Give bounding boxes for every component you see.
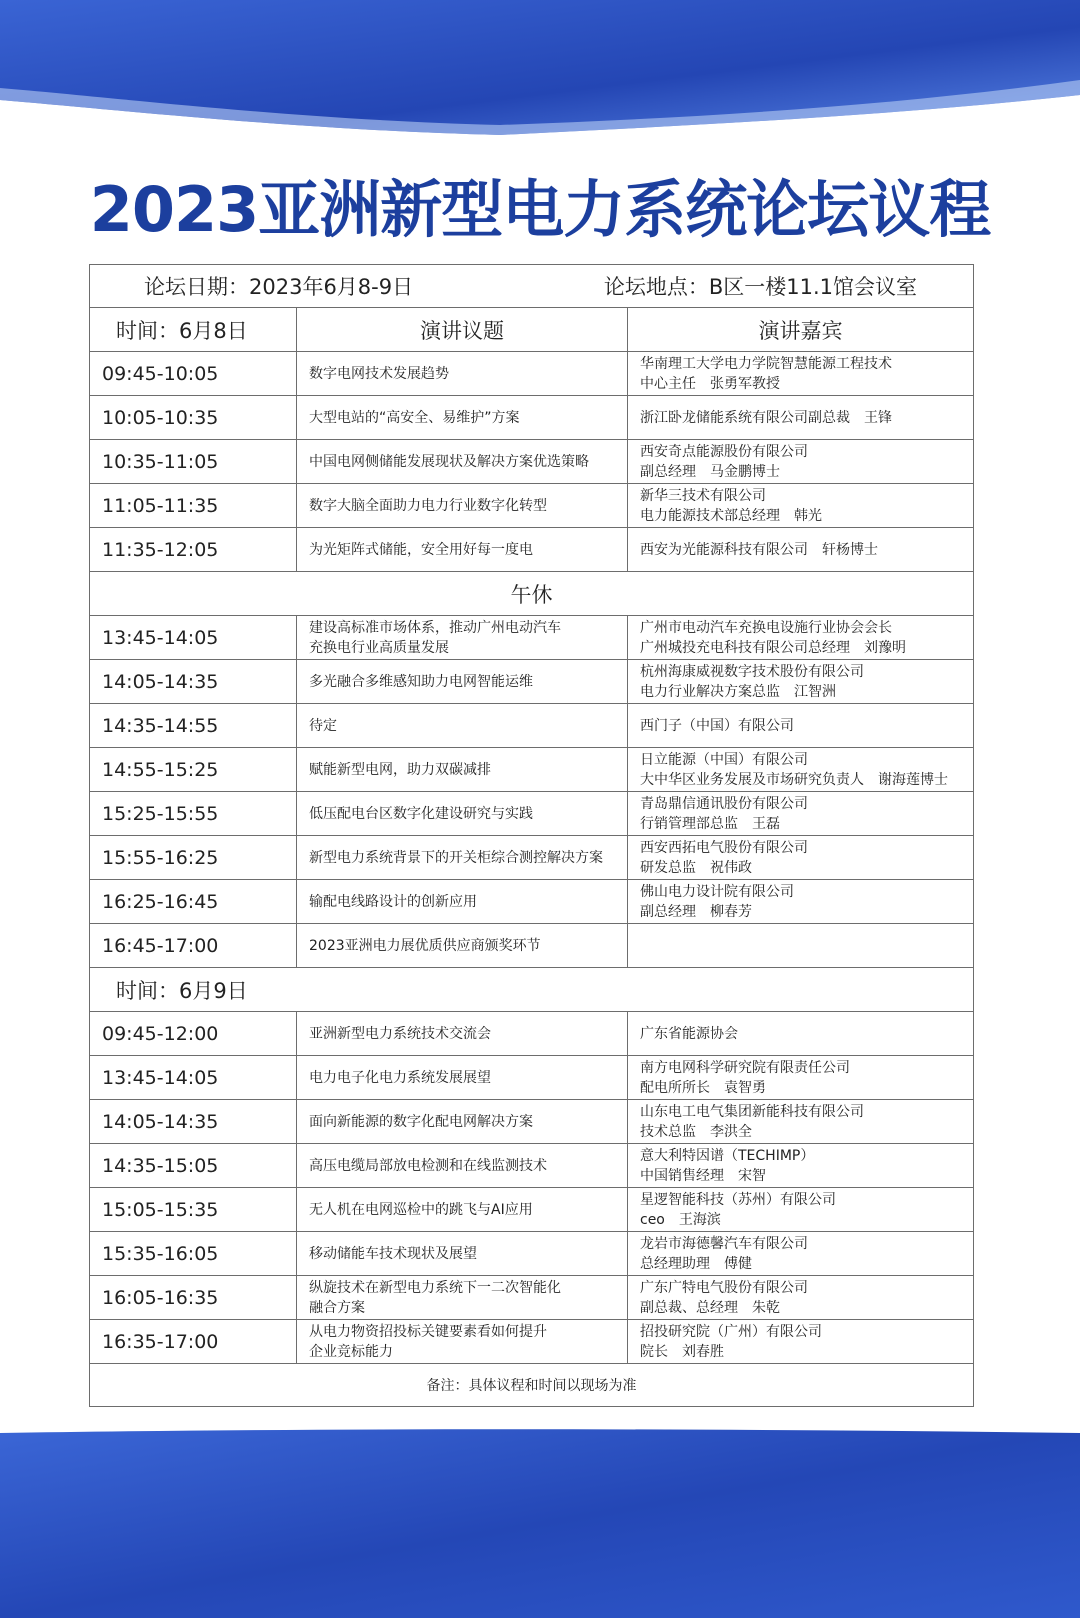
topic-line: 输配电线路设计的创新应用 (309, 893, 477, 910)
topic-line: 无人机在电网巡检中的跳飞与AI应用 (309, 1201, 533, 1218)
speaker-line: 广东广特电气股份有限公司 (640, 1279, 808, 1296)
session-speaker (628, 924, 974, 968)
session-speaker (628, 396, 974, 440)
session-time: 13:45-14:05 (90, 1056, 297, 1100)
speaker-line: 南方电网科学研究院有限责任公司 (640, 1059, 850, 1076)
speaker-line: 院长 刘春胜 (640, 1343, 724, 1360)
speaker-line: 西安西拓电气股份有限公司 (640, 839, 808, 856)
session-time: 14:55-15:25 (90, 748, 297, 792)
session-time: 11:05-11:35 (90, 484, 297, 528)
session-topic (297, 748, 628, 792)
session-speaker (628, 704, 974, 748)
agenda-row (90, 660, 974, 704)
speaker-line: 副总经理 马金鹏博士 (640, 463, 780, 480)
speaker-line: 配电所所长 袁智勇 (640, 1079, 766, 1096)
session-speaker (628, 792, 974, 836)
agenda-row (90, 616, 974, 660)
speaker-line: 西门子（中国）有限公司 (640, 717, 794, 734)
session-speaker (628, 1276, 974, 1320)
topic-line: 新型电力系统背景下的开关柜综合测控解决方案 (309, 849, 603, 866)
session-time: 14:35-15:05 (90, 1144, 297, 1188)
speaker-line: 龙岩市海德馨汽车有限公司 (640, 1235, 808, 1252)
speaker-line: 电力能源技术部总经理 韩光 (640, 507, 822, 524)
agenda-row (90, 528, 974, 572)
session-speaker (628, 1232, 974, 1276)
speaker-line: 中心主任 张勇军教授 (640, 375, 780, 392)
day2-header: 时间：6月9日 (90, 968, 974, 1012)
topic-line: 高压电缆局部放电检测和在线监测技术 (309, 1157, 547, 1174)
session-speaker (628, 1320, 974, 1364)
note-text: 备注：具体议程和时间以现场为准 (90, 1364, 974, 1407)
speaker-line: ceo 王海滨 (640, 1211, 721, 1228)
topic-line: 2023亚洲电力展优质供应商颁奖环节 (309, 937, 541, 954)
session-topic (297, 704, 628, 748)
topic-line: 从电力物资招投标关键要素看如何提升 (309, 1323, 547, 1340)
session-speaker (628, 660, 974, 704)
session-speaker (628, 1012, 974, 1056)
session-topic (297, 1276, 628, 1320)
agenda-table (89, 264, 974, 1407)
session-speaker (628, 352, 974, 396)
info-row (90, 265, 974, 308)
session-speaker (628, 836, 974, 880)
topic-line: 融合方案 (309, 1299, 365, 1316)
header-time: 时间：6月8日 (90, 308, 297, 352)
topic-line: 亚洲新型电力系统技术交流会 (309, 1025, 491, 1042)
topic-line: 大型电站的“高安全、易维护”方案 (309, 409, 520, 426)
note-row (90, 1364, 974, 1407)
agenda-row (90, 1320, 974, 1364)
session-time: 11:35-12:05 (90, 528, 297, 572)
session-time: 14:35-14:55 (90, 704, 297, 748)
topic-line: 建设高标准市场体系，推动广州电动汽车 (309, 619, 561, 636)
agenda-row (90, 1232, 974, 1276)
session-topic (297, 616, 628, 660)
session-topic (297, 792, 628, 836)
session-time: 10:05-10:35 (90, 396, 297, 440)
agenda-row (90, 836, 974, 880)
session-speaker (628, 748, 974, 792)
speaker-line: 大中华区业务发展及市场研究负责人 谢海莲博士 (640, 771, 948, 788)
session-speaker (628, 484, 974, 528)
speaker-line: 新华三技术有限公司 (640, 487, 766, 504)
speaker-line: 广州市电动汽车充换电设施行业协会会长 (640, 619, 892, 636)
session-topic (297, 1056, 628, 1100)
speaker-line: 杭州海康威视数字技术股份有限公司 (640, 663, 864, 680)
agenda-row (90, 748, 974, 792)
speaker-line: 山东电工电气集团新能科技有限公司 (640, 1103, 864, 1120)
session-topic (297, 484, 628, 528)
header-speaker: 演讲嘉宾 (628, 308, 974, 352)
speaker-line: 华南理工大学电力学院智慧能源工程技术 (640, 355, 892, 372)
session-topic (297, 880, 628, 924)
topic-line: 数字电网技术发展趋势 (309, 365, 449, 382)
topic-line: 低压配电台区数字化建设研究与实践 (309, 805, 533, 822)
agenda-row (90, 1276, 974, 1320)
session-time: 14:05-14:35 (90, 660, 297, 704)
day2-header-row (90, 968, 974, 1012)
session-time: 16:05-16:35 (90, 1276, 297, 1320)
session-topic (297, 1144, 628, 1188)
topic-line: 面向新能源的数字化配电网解决方案 (309, 1113, 533, 1130)
speaker-line: 招投研究院（广州）有限公司 (640, 1323, 822, 1340)
session-time: 16:35-17:00 (90, 1320, 297, 1364)
agenda-row (90, 396, 974, 440)
agenda-row (90, 1012, 974, 1056)
top-wave-band (0, 0, 1080, 140)
topic-line: 充换电行业高质量发展 (309, 639, 449, 656)
header-row (90, 308, 974, 352)
session-topic (297, 528, 628, 572)
agenda-row (90, 1188, 974, 1232)
page-title: 2023亚洲新型电力系统论坛议程 (89, 173, 991, 246)
speaker-line: 意大利特因谱（TECHIMP） (640, 1147, 815, 1164)
session-speaker (628, 1056, 974, 1100)
speaker-line: 电力行业解决方案总监 江智洲 (640, 683, 836, 700)
speaker-line: 日立能源（中国）有限公司 (640, 751, 808, 768)
speaker-line: 广东省能源协会 (640, 1025, 738, 1042)
session-topic (297, 440, 628, 484)
speaker-line: 西安为光能源科技有限公司 轩杨博士 (640, 541, 878, 558)
agenda-row (90, 704, 974, 748)
agenda-row (90, 1144, 974, 1188)
agenda-row (90, 792, 974, 836)
session-speaker (628, 1144, 974, 1188)
speaker-line: 浙江卧龙储能系统有限公司副总裁 王锋 (640, 409, 892, 426)
session-time: 15:55-16:25 (90, 836, 297, 880)
speaker-line: 青岛鼎信通讯股份有限公司 (640, 795, 808, 812)
session-time: 10:35-11:05 (90, 440, 297, 484)
session-time: 09:45-10:05 (90, 352, 297, 396)
agenda-row (90, 484, 974, 528)
speaker-line: 行销管理部总监 王磊 (640, 815, 780, 832)
speaker-line: 技术总监 李洪全 (640, 1123, 752, 1140)
session-topic (297, 1100, 628, 1144)
session-topic (297, 836, 628, 880)
bottom-wave-band (0, 1428, 1080, 1618)
session-topic (297, 1320, 628, 1364)
session-speaker (628, 1188, 974, 1232)
session-speaker (628, 528, 974, 572)
topic-line: 中国电网侧储能发展现状及解决方案优选策略 (309, 453, 589, 470)
speaker-line: 佛山电力设计院有限公司 (640, 883, 794, 900)
agenda-row (90, 352, 974, 396)
forum-location: 论坛地点：B区一楼11.1馆会议室 (603, 275, 917, 299)
session-topic (297, 1188, 628, 1232)
session-topic (297, 1012, 628, 1056)
session-topic (297, 1232, 628, 1276)
topic-line: 数字大脑全面助力电力行业数字化转型 (309, 497, 547, 514)
speaker-line: 星逻智能科技（苏州）有限公司 (640, 1191, 836, 1208)
speaker-line: 副总经理 柳春芳 (640, 903, 752, 920)
speaker-line: 副总裁、总经理 朱乾 (640, 1299, 780, 1316)
topic-line: 为光矩阵式储能，安全用好每一度电 (309, 541, 533, 558)
session-time: 15:35-16:05 (90, 1232, 297, 1276)
session-time: 15:25-15:55 (90, 792, 297, 836)
agenda-row (90, 880, 974, 924)
lunch-label: 午休 (90, 572, 974, 616)
forum-date: 论坛日期：2023年6月8-9日 (144, 275, 414, 299)
speaker-line: 研发总监 祝伟政 (640, 859, 752, 876)
topic-line: 移动储能车技术现状及展望 (309, 1245, 477, 1262)
session-speaker (628, 880, 974, 924)
session-time: 16:45-17:00 (90, 924, 297, 968)
session-topic (297, 352, 628, 396)
session-time: 13:45-14:05 (90, 616, 297, 660)
agenda-row (90, 924, 974, 968)
topic-line: 待定 (309, 717, 337, 734)
speaker-line: 总经理助理 傅健 (640, 1255, 752, 1272)
session-time: 15:05-15:35 (90, 1188, 297, 1232)
agenda-row (90, 1056, 974, 1100)
session-topic (297, 396, 628, 440)
session-topic (297, 660, 628, 704)
session-speaker (628, 440, 974, 484)
topic-line: 多光融合多维感知助力电网智能运维 (309, 673, 533, 690)
topic-line: 赋能新型电网，助力双碳减排 (309, 761, 491, 778)
speaker-line: 西安奇点能源股份有限公司 (640, 443, 808, 460)
session-time: 16:25-16:45 (90, 880, 297, 924)
topic-line: 纵旋技术在新型电力系统下一二次智能化 (309, 1279, 561, 1296)
lunch-row (90, 572, 974, 616)
topic-line: 企业竞标能力 (309, 1343, 393, 1360)
session-speaker (628, 616, 974, 660)
topic-line: 电力电子化电力系统发展展望 (309, 1069, 491, 1086)
agenda-row (90, 440, 974, 484)
session-time: 09:45-12:00 (90, 1012, 297, 1056)
speaker-line: 中国销售经理 宋智 (640, 1167, 766, 1184)
session-time: 14:05-14:35 (90, 1100, 297, 1144)
session-topic (297, 924, 628, 968)
header-topic: 演讲议题 (297, 308, 628, 352)
agenda-row (90, 1100, 974, 1144)
session-speaker (628, 1100, 974, 1144)
speaker-line: 广州城投充电科技有限公司总经理 刘豫明 (640, 639, 906, 656)
